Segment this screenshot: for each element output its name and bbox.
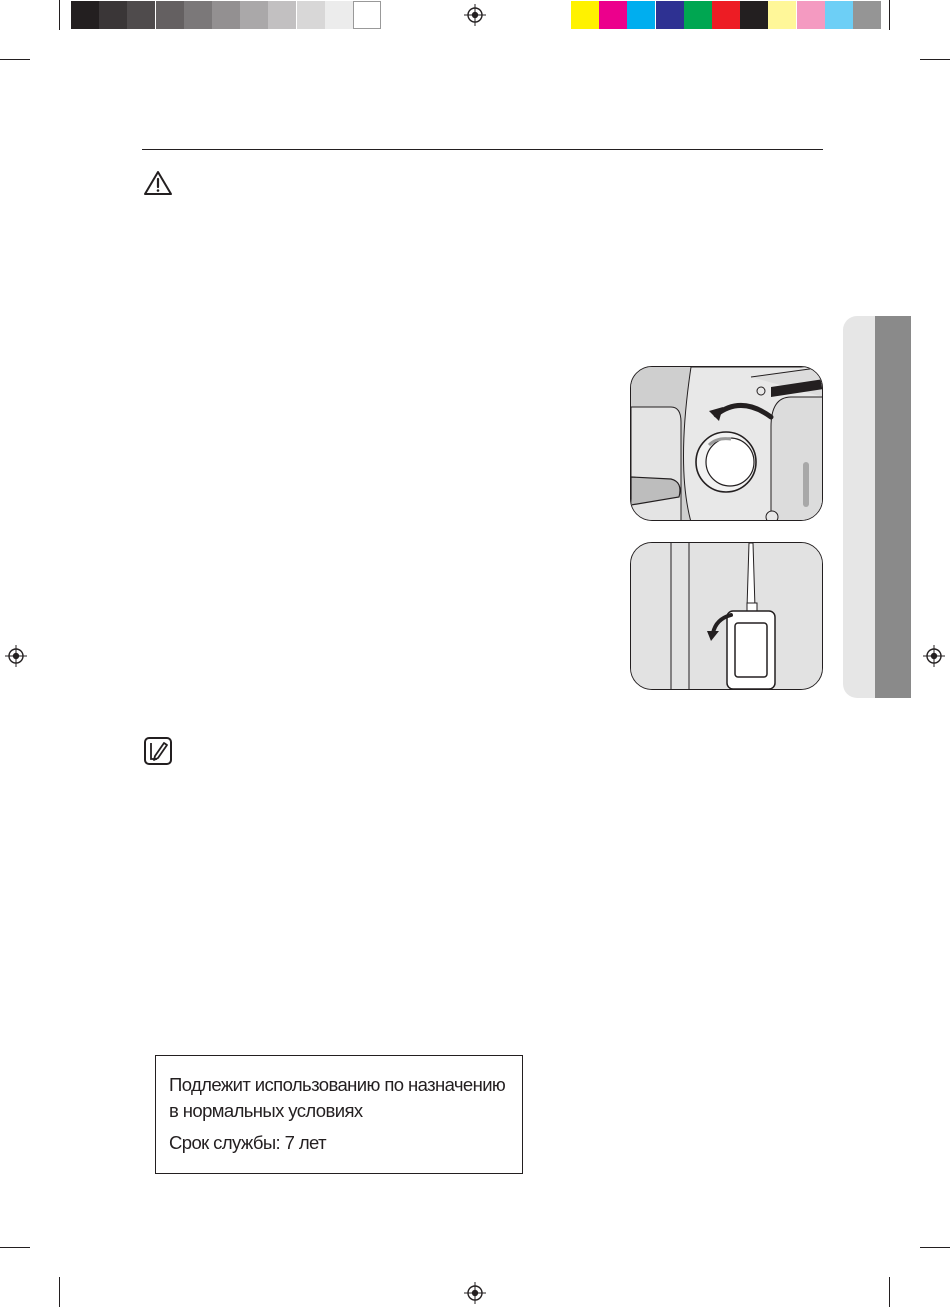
service-label-line-1: Подлежит использованию по назначению xyxy=(169,1074,506,1095)
gray-swatch xyxy=(156,1,184,29)
crop-mark xyxy=(59,0,60,30)
crop-mark xyxy=(889,0,890,30)
gray-swatch xyxy=(325,1,353,29)
color-swatch xyxy=(627,1,655,29)
crop-mark xyxy=(920,59,950,60)
color-swatch xyxy=(712,1,740,29)
header-rule xyxy=(142,149,823,150)
section-tab-light xyxy=(843,316,875,698)
warning-triangle-icon xyxy=(143,170,173,196)
registration-mark-bottom-icon xyxy=(464,1282,486,1304)
color-swatch xyxy=(768,1,796,29)
service-label-line-2: в нормальных условиях xyxy=(169,1100,363,1121)
crop-mark xyxy=(889,1277,890,1307)
service-label-line-3: Срок службы: 7 лет xyxy=(169,1132,327,1153)
color-swatch xyxy=(797,1,825,29)
color-swatch xyxy=(571,1,599,29)
crop-mark xyxy=(0,1247,30,1248)
gray-swatch xyxy=(240,1,268,29)
color-swatch xyxy=(684,1,712,29)
section-tab-dark xyxy=(875,316,911,698)
gray-swatch xyxy=(353,1,381,29)
color-swatch xyxy=(825,1,853,29)
gray-swatch xyxy=(297,1,325,29)
color-swatch xyxy=(656,1,684,29)
illustration-hang-tag xyxy=(630,542,823,690)
gray-swatch xyxy=(212,1,240,29)
crop-mark xyxy=(59,1277,60,1307)
hang-tag-drawing xyxy=(631,543,823,690)
color-swatch xyxy=(740,1,768,29)
color-swatch xyxy=(599,1,627,29)
gray-swatch xyxy=(99,1,127,29)
gray-swatch xyxy=(268,1,296,29)
drain-cap-drawing xyxy=(631,367,823,521)
gray-swatch xyxy=(127,1,155,29)
service-life-label xyxy=(155,1055,523,1174)
illustration-drain-cap xyxy=(630,366,823,521)
note-pencil-icon xyxy=(144,737,172,765)
crop-mark xyxy=(920,1247,950,1248)
gray-swatch xyxy=(71,1,99,29)
registration-mark-right-icon xyxy=(923,645,945,667)
registration-mark-top-icon xyxy=(464,4,486,26)
gray-swatch xyxy=(184,1,212,29)
registration-mark-left-icon xyxy=(5,645,27,667)
color-swatch xyxy=(853,1,881,29)
crop-mark xyxy=(0,59,30,60)
